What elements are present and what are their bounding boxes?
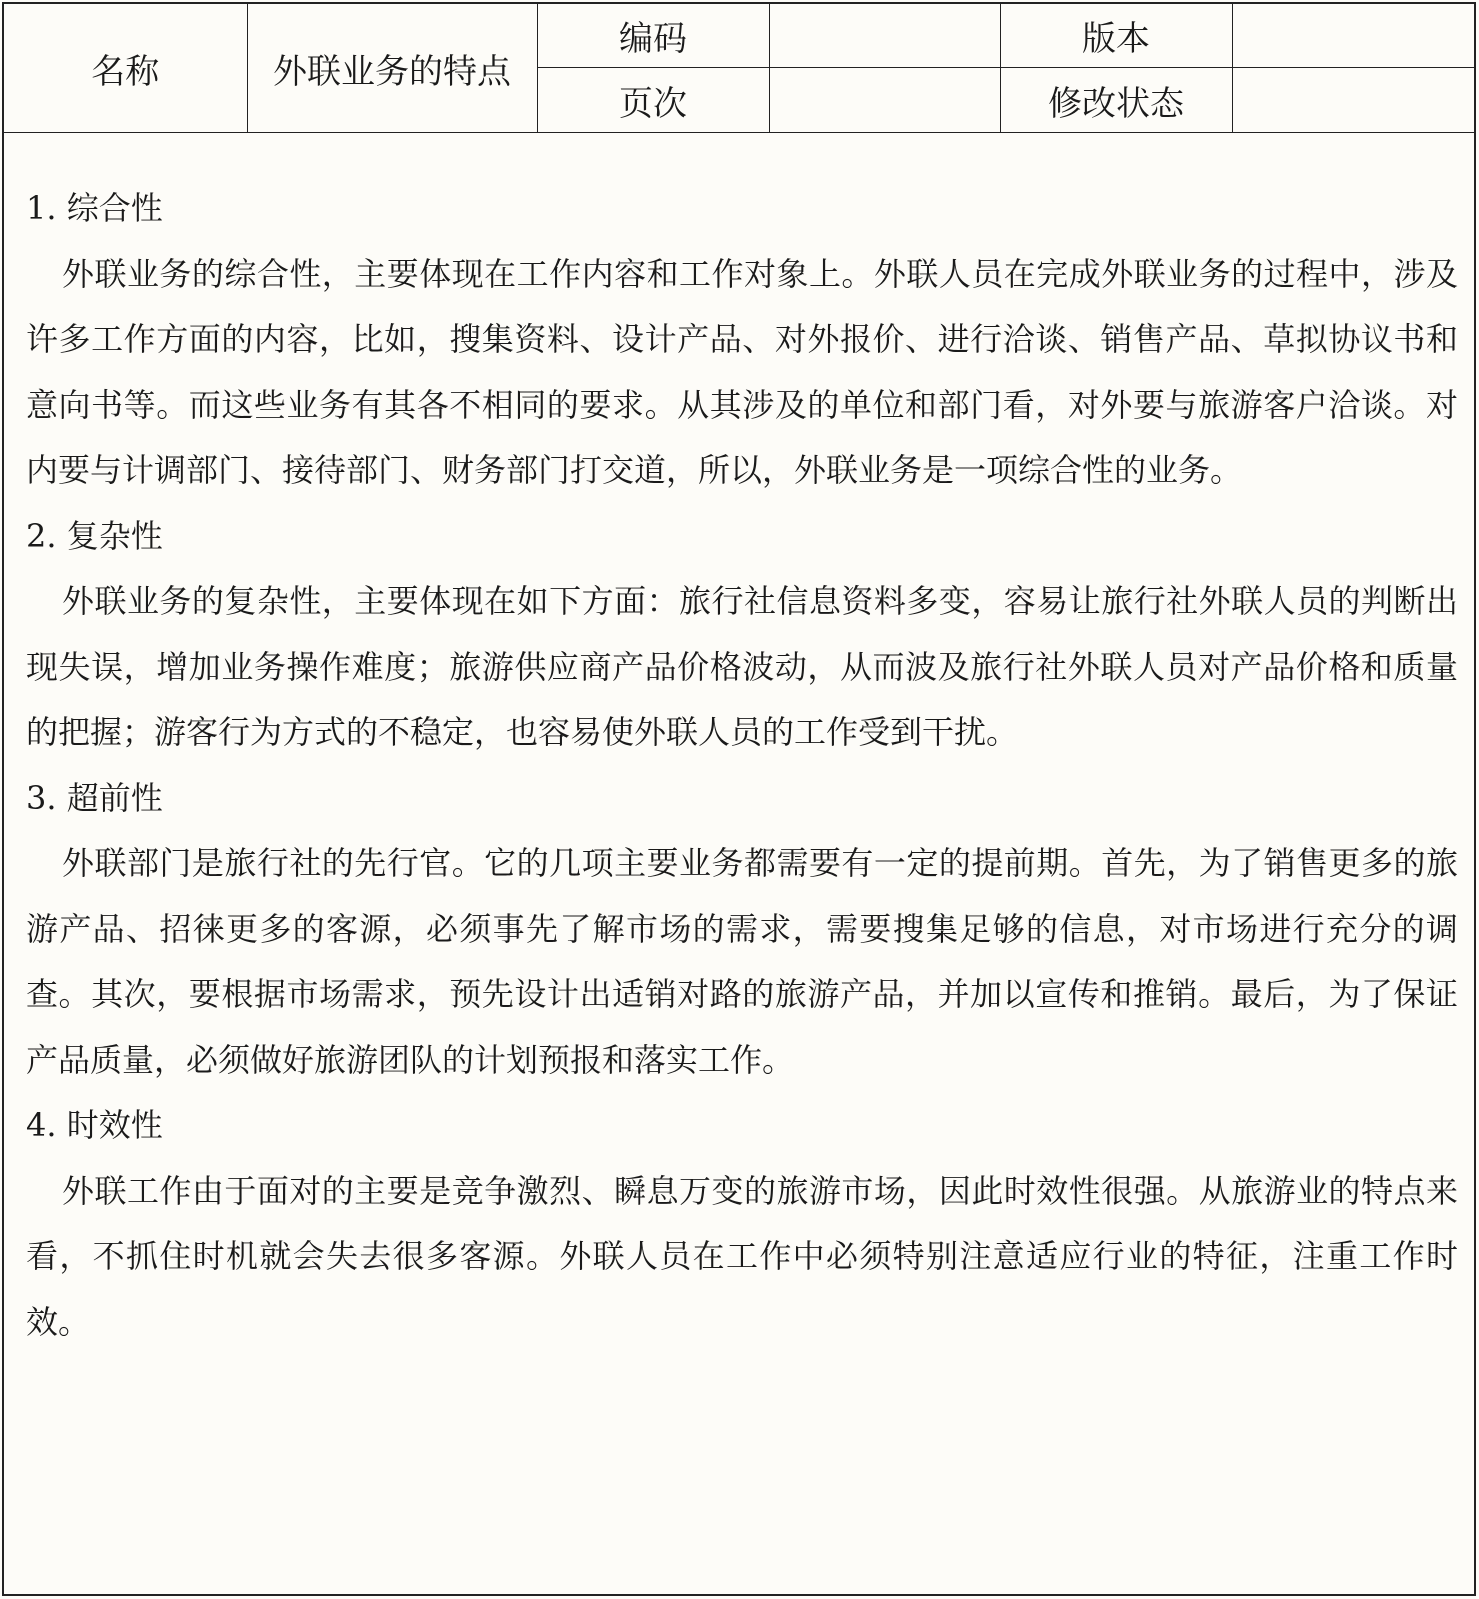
section-title: 1. 综合性 bbox=[26, 189, 163, 227]
section-paragraph: 外联部门是旅行社的先行官。它的几项主要业务都需要有一定的提前期。首先，为了销售更多的旅游产品、招徕更多的客源，必须事先了解市场的需求，需要搜集足够的信息，对市场进行充分的调查。其次，要根据市场需求，预先设计出适销对路的旅游产品，并加以宣传和推销。最后，为了保证产品质量，必须做好旅游团队的计划预报和落实工作。 bbox=[26, 844, 1458, 1079]
document-page bbox=[2, 2, 1476, 1596]
section-paragraph: 外联业务的复杂性，主要体现在如下方面：旅行社信息资料多变，容易让旅行社外联人员的判断出现失误，增加业务操作难度；旅游供应商产品价格波动，从而波及旅行社外联人员对产品价格和质量的把握；游客行为方式的不稳定，也容易使外联人员的工作受到干扰。 bbox=[26, 582, 1458, 751]
section-title: 4. 时效性 bbox=[26, 1106, 163, 1144]
name-label: 名称 bbox=[4, 4, 247, 133]
page-value bbox=[769, 68, 1000, 133]
section-title: 2. 复杂性 bbox=[26, 516, 163, 555]
code-value bbox=[769, 4, 1000, 68]
document-header-table bbox=[4, 4, 1474, 133]
version-value bbox=[1232, 4, 1474, 68]
section-paragraph: 外联工作由于面对的主要是竞争激烈、瞬息万变的旅游市场，因此时效性很强。从旅游业的特点来看，不抓住时机就会失去很多客源。外联人员在工作中必须特别注意适应行业的特征，注重工作时效。 bbox=[26, 1171, 1458, 1341]
section-title: 3. 超前性 bbox=[26, 778, 163, 817]
version-label: 版本 bbox=[1000, 4, 1232, 68]
section-paragraph: 外联业务的综合性，主要体现在工作内容和工作对象上。外联人员在完成外联业务的过程中，涉及许多工作方面的内容，比如，搜集资料、设计产品、对外报价、进行洽谈、销售产品、草拟协议书和意向书等。而这些业务有其各不相同的要求。从其涉及的单位和部门看，对外要与旅游客户洽谈。对内要与计调部门、接待部门、财务部门打交道，所以，外联业务是一项综合性的业务。 bbox=[26, 254, 1458, 489]
revision-value bbox=[1232, 68, 1474, 133]
name-value: 外联业务的特点 bbox=[247, 4, 537, 133]
revision-label: 修改状态 bbox=[1000, 68, 1232, 133]
document-body bbox=[26, 176, 1458, 1355]
page-label: 页次 bbox=[537, 68, 769, 133]
code-label: 编码 bbox=[537, 4, 769, 68]
